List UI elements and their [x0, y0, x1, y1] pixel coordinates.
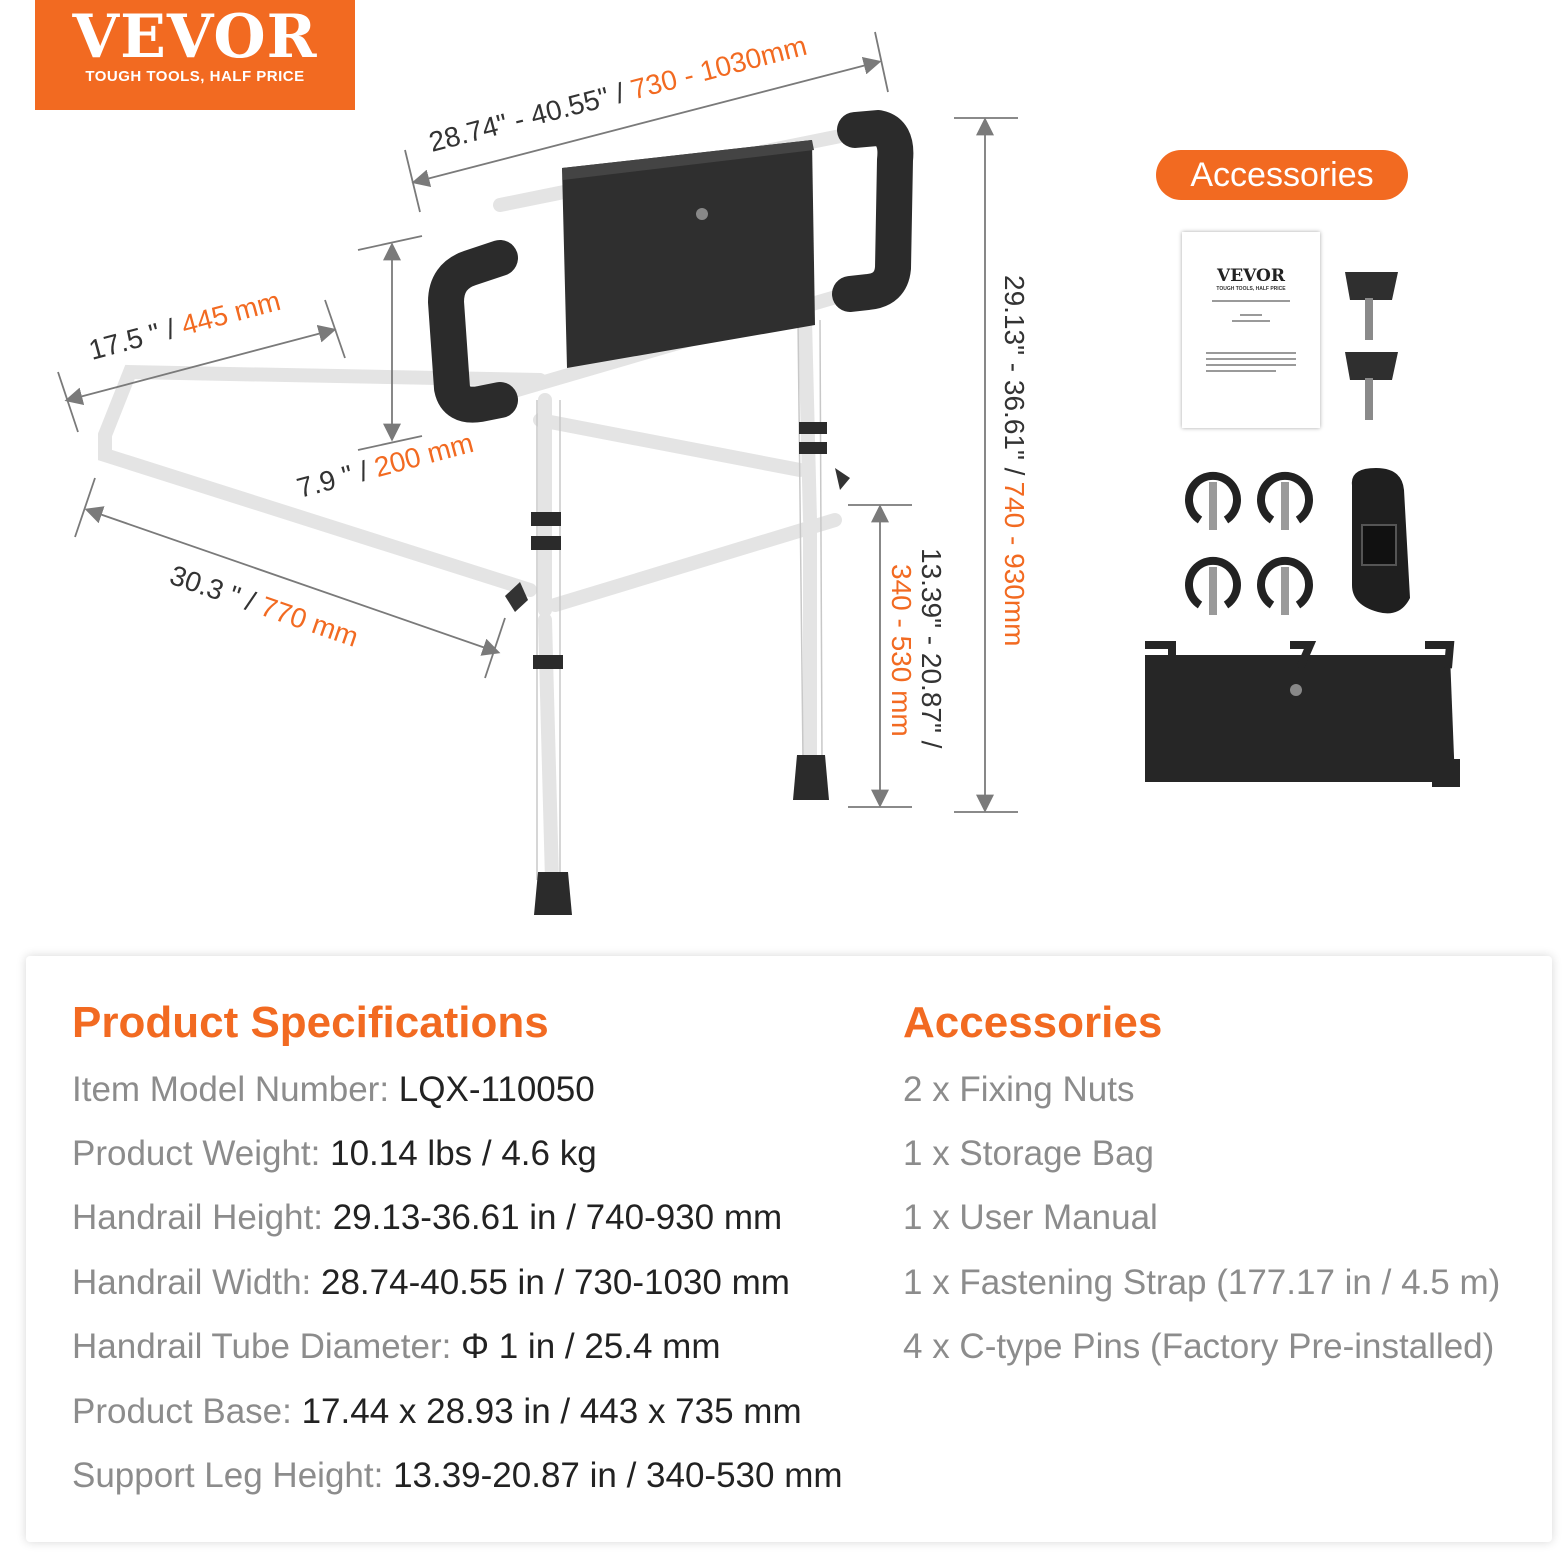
manual-text-line [1240, 314, 1262, 316]
specifications-panel [26, 956, 1552, 1542]
spec-label: Handrail Height: [72, 1198, 323, 1237]
manual-text-line [1232, 320, 1270, 322]
manual-text-line [1206, 358, 1296, 360]
storage-bag [562, 140, 815, 368]
spec-label: Product Weight: [72, 1134, 321, 1173]
accessories-heading: Accessories [903, 998, 1163, 1047]
user-manual-thumbnail [1182, 232, 1320, 428]
width-dimension-label: 28.74" - 40.55" /730 - 1030mm [425, 29, 810, 158]
spec-row [72, 1134, 597, 1174]
leg-height-in-label: 13.39" - 20.87" / [916, 548, 947, 749]
accessory-item: 1 x Fastening Strap (177.17 in / 4.5 m) [903, 1263, 1501, 1302]
spec-row [72, 1327, 721, 1367]
spec-value: 29.13-36.61 in / 740-930 mm [332, 1198, 783, 1237]
manual-tagline: TOUGH TOOLS, HALF PRICE [1216, 286, 1286, 292]
accessory-item: 2 x Fixing Nuts [903, 1070, 1135, 1109]
accessory-item: 4 x C-type Pins (Factory Pre-installed) [903, 1327, 1495, 1366]
depth-dimension-label: 17.5 " /445 mm [85, 284, 284, 366]
storage-bag-accessory-icon [1145, 645, 1457, 784]
accessories-badge: Accessories [1156, 150, 1408, 200]
spec-row [72, 1263, 790, 1303]
spec-label: Product Base: [72, 1392, 292, 1431]
manual-text-line [1206, 370, 1276, 372]
spec-label: Handrail Tube Diameter: [72, 1327, 452, 1366]
spec-value: 10.14 lbs / 4.6 kg [330, 1134, 597, 1173]
manual-text-line [1212, 300, 1290, 302]
leg-height-mm-label: 340 - 530 mm [886, 564, 917, 737]
brand-tagline: TOUGH TOOLS, HALF PRICE [85, 68, 305, 85]
spec-row [72, 1070, 595, 1110]
spec-row [72, 1198, 782, 1238]
total-height-dimension-label: 29.13" - 36.61" /740 - 930mm [999, 275, 1030, 647]
spec-value: 28.74-40.55 in / 730-1030 mm [321, 1263, 790, 1302]
manual-text-line [1206, 352, 1296, 354]
manual-brand: VEVOR [1217, 266, 1285, 286]
spec-label: Support Leg Height: [72, 1456, 384, 1495]
spec-value: 17.44 x 28.93 in / 443 x 735 mm [301, 1392, 802, 1431]
manual-text-line [1206, 364, 1296, 366]
spec-value: 13.39-20.87 in / 340-530 mm [393, 1456, 843, 1495]
c-pin-icon [1189, 476, 1309, 605]
spec-label: Handrail Width: [72, 1263, 312, 1302]
spec-value: Φ 1 in / 25.4 mm [461, 1327, 721, 1366]
spec-row [72, 1392, 802, 1432]
product-specifications-heading: Product Specifications [72, 998, 549, 1047]
spec-value: LQX-110050 [398, 1070, 595, 1109]
accessory-item: 1 x User Manual [903, 1198, 1158, 1237]
base-length-dimension-label: 30.3 " /770 mm [166, 559, 363, 653]
fixing-nut-icon [1345, 272, 1398, 420]
spec-row [72, 1456, 843, 1496]
handle-gap-dimension-label: 7.9 " /200 mm [293, 426, 477, 504]
spec-label: Item Model Number: [72, 1070, 390, 1109]
accessory-item: 1 x Storage Bag [903, 1134, 1154, 1173]
fastening-strap-icon [1352, 468, 1410, 613]
brand-name: VEVOR [72, 2, 318, 72]
